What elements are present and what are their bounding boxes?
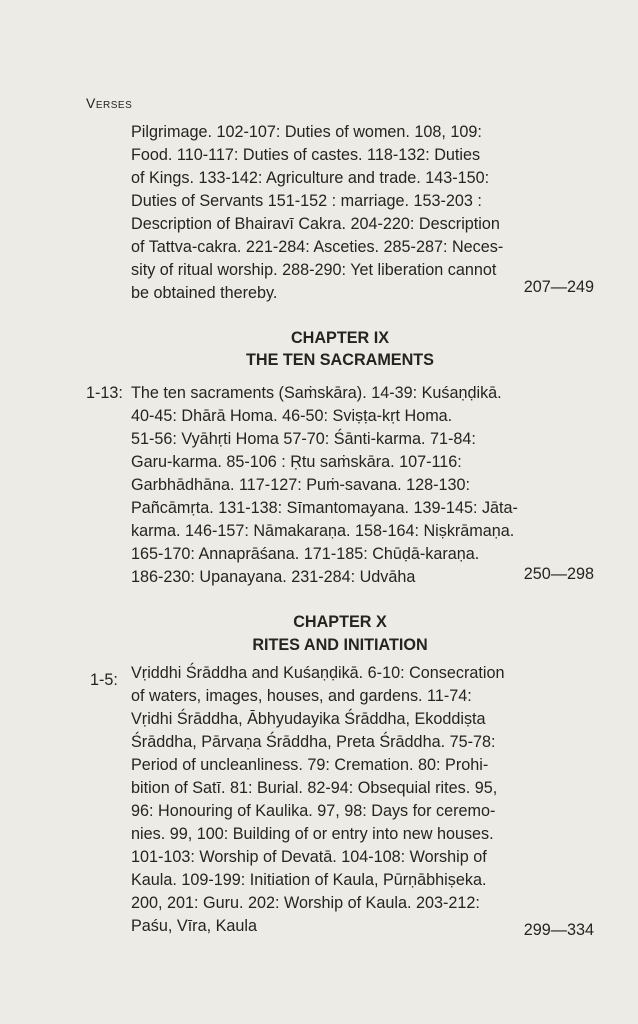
- chapter-title: RITES AND INITIATION: [252, 636, 428, 654]
- entry-line: 200, 201: Guru. 202: Worship of Kaula. 203-212:: [131, 894, 480, 912]
- page-range: 207—249: [523, 278, 594, 296]
- entry-line: Pilgrimage. 102-107: Duties of women. 108, 109:: [131, 123, 482, 141]
- entry-line: 51-56: Vyāhṛti Homa 57-70: Śānti-karma. 71-84:: [131, 430, 476, 448]
- entry-line: 101-103: Worship of Devatā. 104-108: Worship of: [131, 848, 487, 866]
- entry-line: 96: Honouring of Kaulika. 97, 98: Days for ceremo-: [131, 802, 496, 820]
- page-range: 250—298: [523, 565, 594, 583]
- entry-line: Description of Bhairavī Cakra. 204-220: Description: [131, 215, 500, 233]
- verse-range: 1-13:: [86, 384, 123, 402]
- entry-line: be obtained thereby.: [131, 284, 278, 302]
- chapter-number: CHAPTER IX: [290, 329, 390, 347]
- entry-line: Vṛiddhi Śrāddha and Kuśaṇḍikā. 6-10: Consecration: [131, 664, 505, 682]
- entry-line: Period of uncleanliness. 79: Cremation. 80: Prohi-: [131, 756, 489, 774]
- entry-line: sity of ritual worship. 288-290: Yet liberation cannot: [131, 261, 497, 279]
- entry-line: karma. 146-157: Nāmakaraṇa. 158-164: Niṣkrāmaṇa.: [131, 522, 515, 540]
- entry-line: Vṛidhi Śrāddha, Ābhyudayika Śrāddha, Ekoddiṣta: [131, 710, 486, 728]
- entry-line: 186-230: Upanayana. 231-284: Udvāha: [131, 568, 416, 586]
- entry-line: Kaula. 109-199: Initiation of Kaula, Pūrṇābhiṣeka.: [131, 871, 487, 889]
- verse-range: 1-5:: [90, 671, 118, 689]
- running-header: Verses: [86, 95, 133, 111]
- entry-line: of waters, images, houses, and gardens. 11-74:: [131, 687, 472, 705]
- entry-line: Duties of Servants 151-152 : marriage. 153-203 :: [131, 192, 482, 210]
- entry-line: of Tattva-cakra. 221-284: Asceties. 285-287: Neces-: [131, 238, 504, 256]
- entry-line: Garu-karma. 85-106 : Ṛtu saṁskāra. 107-116:: [131, 453, 462, 471]
- entry-line: Garbhādhāna. 117-127: Puṁ-savana. 128-130:: [131, 476, 470, 494]
- entry-line: Pañcāmṛta. 131-138: Sīmantomayana. 139-145: Jāta-: [131, 499, 518, 517]
- entry-line: The ten sacraments (Saṁskāra). 14-39: Kuśaṇḍikā.: [131, 384, 502, 402]
- entry-line: bition of Satī. 81: Burial. 82-94: Obsequial rites. 95,: [131, 779, 498, 797]
- entry-line: 165-170: Annaprāśana. 171-185: Chūḍā-karaṇa.: [131, 545, 480, 563]
- entry-line: Śrāddha, Pārvaṇa Śrāddha, Preta Śrāddha. 75-78:: [131, 733, 496, 751]
- entry-line: of Kings. 133-142: Agriculture and trade. 143-150:: [131, 169, 490, 187]
- chapter-number: CHAPTER X: [293, 613, 387, 631]
- chapter-title: THE TEN SACRAMENTS: [246, 351, 434, 369]
- entry-line: Food. 110-117: Duties of castes. 118-132: Duties: [131, 146, 481, 164]
- page-range: 299—334: [523, 921, 594, 939]
- entry-line: nies. 99, 100: Building of or entry into new houses.: [131, 825, 494, 843]
- entry-line: Paśu, Vīra, Kaula: [131, 917, 257, 935]
- entry-line: 40-45: Dhārā Homa. 46-50: Sviṣṭa-kṛt Homa.: [131, 407, 453, 425]
